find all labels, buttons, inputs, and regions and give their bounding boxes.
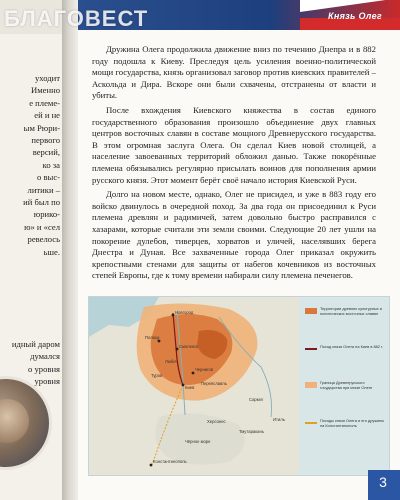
- chapter-title: Князь Олег: [328, 11, 382, 21]
- paragraph: Дружина Олега продолжила движение вниз по течению Днепра и в 882 году подошла к Киеву. Преследуя цель усиления военно-политической мощи государства, князь организовал заговор против киевских правителей – Аскольда и Дира. Вскоре они были схвачены, отстранены от власти и убиты.: [92, 44, 376, 101]
- map-label: Смоленск: [179, 344, 199, 349]
- portrait-image: [0, 376, 52, 470]
- legend-item: [305, 307, 387, 327]
- paragraph: После вхождения Киевского княжества в состав единого государственного образования произошло объединение двух главных центров восточных славян в составе мощного Древнерусского государства. В этом огромная заслуга Олега. Он сделал Киев новой столицей, а население завоеванных территорий обложил данью. Также покорённые племена обязывались регулярно присылать воинов для пополнения армии русского князя. Этот момент берёт своё начало история Киевской Руси.: [92, 104, 376, 185]
- map-label: Новгород: [175, 310, 194, 315]
- city-dot: [158, 340, 161, 343]
- left-line: версий,: [32, 147, 60, 158]
- left-line: первого: [31, 135, 60, 146]
- map-label: Киев: [185, 385, 195, 390]
- left-line: о выс-: [37, 172, 60, 183]
- city-dot: [192, 372, 195, 375]
- left-line: ревелось: [27, 234, 60, 245]
- legend-text: Граница Древнерусского государства при князе Олеге: [320, 380, 373, 390]
- map-label: Чернигов: [195, 367, 214, 372]
- city-dot: [176, 348, 179, 351]
- legend-item: [305, 419, 387, 439]
- map-label: Туров: [151, 373, 163, 378]
- page-number: 3: [379, 474, 387, 490]
- left-page: [0, 0, 62, 500]
- left-line: думался: [30, 351, 60, 362]
- legend-swatch: [305, 308, 317, 314]
- city-dot: [150, 464, 153, 467]
- left-line: литики –: [27, 184, 60, 195]
- left-line: уровня: [34, 376, 60, 387]
- left-line: ю» и «сел: [24, 221, 60, 232]
- map-label: Саркел: [249, 397, 264, 402]
- map-label: Любеч: [165, 359, 178, 364]
- map-label: Херсонес: [207, 419, 226, 424]
- left-line: о уровня: [28, 363, 60, 374]
- historical-map: [88, 296, 390, 476]
- legend-item: [305, 345, 387, 365]
- map-label: Переяславль: [201, 381, 227, 386]
- map-label: Итиль: [273, 417, 285, 422]
- city-dot: [182, 384, 185, 387]
- left-line: ьше.: [43, 246, 60, 257]
- left-line: ко за: [42, 159, 60, 170]
- map-label: Тмутаракань: [239, 429, 264, 434]
- left-line: е племе-: [29, 97, 60, 108]
- map-label: Чёрное море: [185, 439, 211, 444]
- city-dot: [172, 314, 175, 317]
- left-page-text: [4, 72, 60, 258]
- left-line: ий был по: [23, 197, 60, 208]
- left-line: Именно: [31, 85, 60, 96]
- legend-item: [305, 381, 387, 401]
- legend-text: Поход князя Олега на Киев в 882 г.: [320, 344, 384, 349]
- map-label: Константинополь: [153, 459, 187, 464]
- left-line: идный даром: [11, 339, 60, 349]
- left-line: ей и не: [34, 110, 60, 121]
- left-line: ым Рюри-: [23, 122, 60, 133]
- legend-text: Походы князя Олега и его дружины на Константинополь: [320, 418, 385, 428]
- legend-text: Территории древних культурных и политических восточных славян: [320, 306, 382, 316]
- map-label: Полоцк: [145, 335, 160, 340]
- book-spine: [62, 0, 78, 500]
- left-line: юрико-: [33, 209, 60, 220]
- paragraph: Долго на новом месте, однако, Олег не присидел, и уже в 883 году его войско двинулось в очередной поход. За два года он присоединил к Руси племена древлян и радимичей, затем довольно быстро расправился с хазарами, которые считали эти земли своими. Следующие 20 лет ушли на покорение дулебов, тиверцев, хорватов и уличей, населявших берега Днестра и Дуная. Все захваченные города Олег приказал окружить крепостными стенами для защиты от набегов кочевников из восточных степей Европы, где к тому времени набирали силу племена печенегов.: [92, 189, 376, 281]
- legend-swatch: [305, 422, 317, 424]
- left-line: уходит: [34, 73, 60, 83]
- watermark-logo: БЛАГОВЕСТ: [4, 6, 149, 31]
- map-legend: [305, 303, 387, 463]
- legend-swatch: [305, 348, 317, 350]
- body-text: [92, 44, 376, 285]
- legend-swatch: [305, 382, 317, 388]
- portrait-face: [0, 399, 29, 443]
